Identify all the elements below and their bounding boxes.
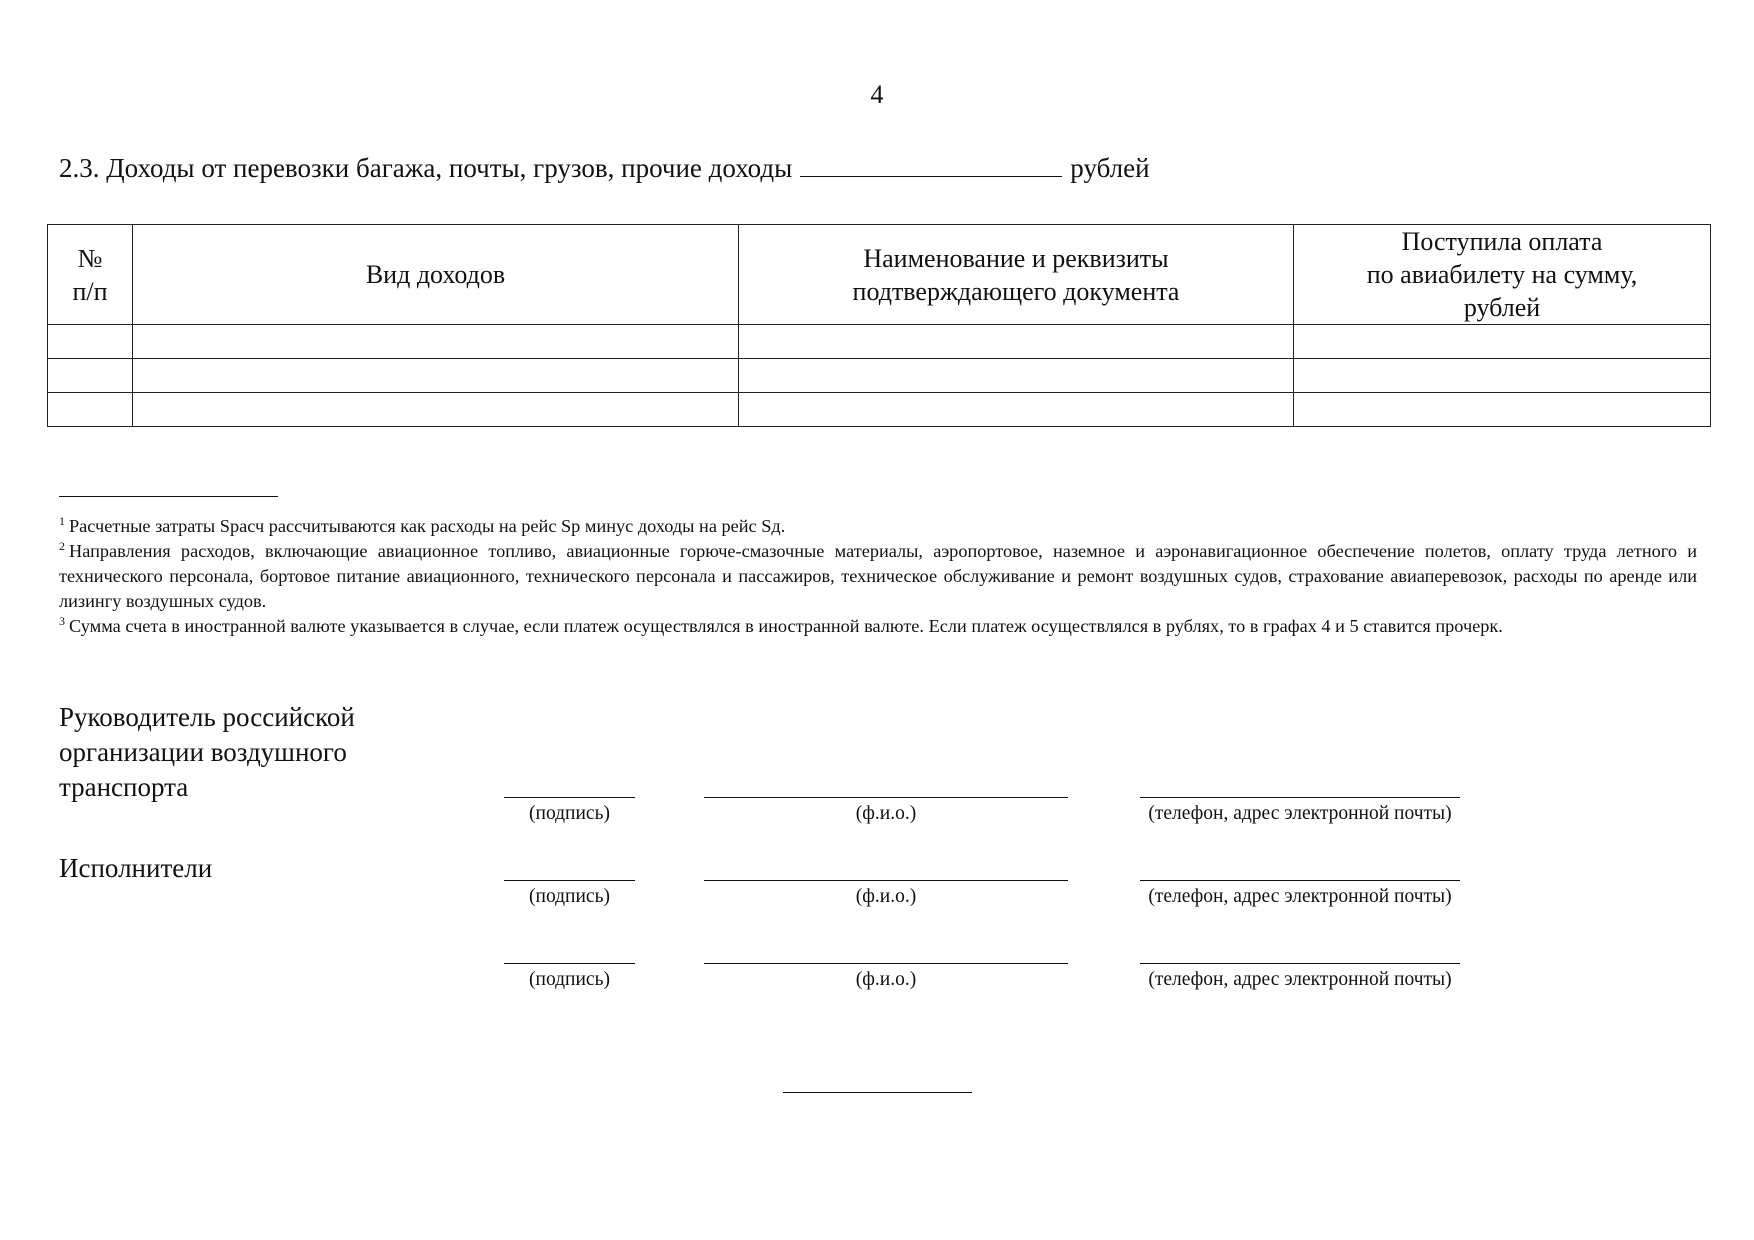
section-heading <box>59 152 1150 184</box>
footnote <box>59 514 1697 539</box>
table-cell[interactable] <box>133 325 739 359</box>
signature-line[interactable] <box>504 963 635 964</box>
table-cell[interactable] <box>133 359 739 393</box>
table-row <box>48 359 1711 393</box>
contact-line[interactable] <box>1140 880 1460 881</box>
table-cell[interactable] <box>48 393 133 427</box>
footnote-separator <box>59 496 278 497</box>
table-cell[interactable] <box>1294 359 1711 393</box>
signature-caption: (подпись) <box>529 969 610 990</box>
page-number: 4 <box>870 80 884 109</box>
income-table <box>47 224 1711 427</box>
table-cell[interactable] <box>133 393 739 427</box>
name-caption: (ф.и.о.) <box>855 886 917 907</box>
col-header-number: № п/п <box>48 225 133 325</box>
section-heading-text: 2.3. Доходы от перевозки багажа, почты, грузов, прочие доходы <box>59 153 793 183</box>
name-caption: (ф.и.о.) <box>855 803 917 824</box>
table-cell[interactable] <box>739 325 1294 359</box>
signature-caption: (подпись) <box>529 886 610 907</box>
footnote-number: 3 <box>59 614 65 628</box>
contact-caption: (телефон, адрес электронной почты) <box>1148 803 1452 824</box>
table-cell[interactable] <box>739 393 1294 427</box>
name-line[interactable] <box>704 963 1068 964</box>
footnote-text: Направления расходов, включающие авиационное топливо, авиационные горюче-смазочные материалы, аэропортовое, наземное и аэронавигационное обеспечение полетов, оплату труда летного и технического персонала, бортовое питание авиационного, технического персонала и пассажиров, техническое обслуживание и ремонт воздушных судов, страхование авиаперевозок, расходы по аренде или лизингу воздушных судов. <box>59 541 1697 611</box>
table-cell[interactable] <box>48 359 133 393</box>
amount-blank-line <box>800 152 1062 177</box>
footnote-number: 1 <box>59 514 65 528</box>
col-header-payment-amount: Поступила оплата по авиабилету на сумму, рублей <box>1294 225 1711 325</box>
table-cell[interactable] <box>48 325 133 359</box>
table-row <box>48 393 1711 427</box>
contact-line[interactable] <box>1140 797 1460 798</box>
signature-line[interactable] <box>504 880 635 881</box>
name-caption: (ф.и.о.) <box>855 969 917 990</box>
name-line[interactable] <box>704 880 1068 881</box>
footnote-number: 2 <box>59 539 65 553</box>
table-row <box>48 325 1711 359</box>
signature-line[interactable] <box>504 797 635 798</box>
table-cell[interactable] <box>1294 393 1711 427</box>
footnote-text: Расчетные затраты Sрасч рассчитываются как расходы на рейс Sр минус доходы на рейс Sд. <box>69 516 786 536</box>
executors-label: Исполнители <box>59 853 213 883</box>
table-cell[interactable] <box>1294 325 1711 359</box>
contact-caption: (телефон, адрес электронной почты) <box>1148 969 1452 990</box>
contact-caption: (телефон, адрес электронной почты) <box>1148 886 1452 907</box>
footnote <box>59 539 1697 614</box>
col-header-income-type: Вид доходов <box>133 225 739 325</box>
col-header-document: Наименование и реквизиты подтверждающего документа <box>739 225 1294 325</box>
contact-line[interactable] <box>1140 963 1460 964</box>
name-line[interactable] <box>704 797 1068 798</box>
footnotes <box>59 514 1697 639</box>
head-of-organization-label: Руководитель российской организации воздушного транспорта <box>59 702 355 802</box>
table-cell[interactable] <box>739 359 1294 393</box>
table-header-row <box>48 225 1711 325</box>
end-of-document-rule <box>783 1092 972 1093</box>
section-heading-unit: рублей <box>1070 153 1150 183</box>
footnote-text: Сумма счета в иностранной валюте указывается в случае, если платеж осуществлялся в иностранной валюте. Если платеж осуществлялся в рублях, то в графах 4 и 5 ставится прочерк. <box>69 616 1503 636</box>
footnote <box>59 614 1697 639</box>
signature-caption: (подпись) <box>529 803 610 824</box>
